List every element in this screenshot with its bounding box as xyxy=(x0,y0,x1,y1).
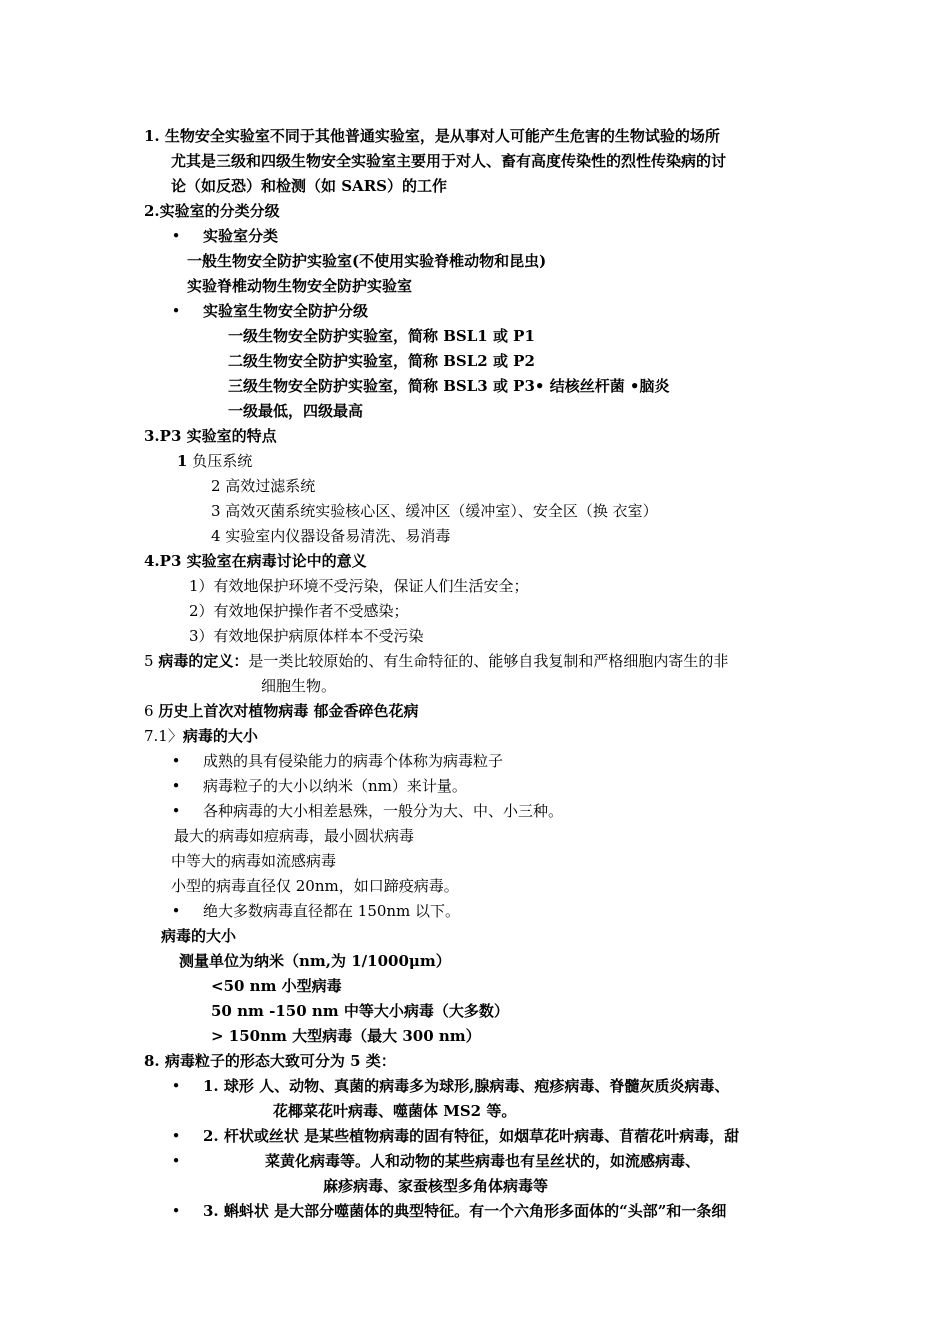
virus-size-subheading: 病毒的大小 xyxy=(161,927,237,945)
shape-rod: 2. 杆状或丝状 是某些植物病毒的固有特征，如烟草花叶病毒、苜蓿花叶病毒，甜 xyxy=(203,1127,740,1145)
bullet-icon: • xyxy=(171,802,181,820)
lab-grading-item: 实验室生物安全防护分级 xyxy=(203,302,369,320)
virus-size-point-1: 成熟的具有侵染能力的病毒个体称为病毒粒子 xyxy=(203,752,504,770)
section-4-heading: 4.P3 实验室在病毒讨论中的意义 xyxy=(144,552,367,570)
virus-size-small: 小型的病毒直径仅 20nm，如口蹄疫病毒。 xyxy=(171,877,459,895)
section-1-line-1: 1. 生物安全实验室不同于其他普通实验室，是从事对人可能产生危害的生物试验的场所 xyxy=(144,127,720,145)
section-6-heading: 6 历史上首次对植物病毒 郁金香碎色花病 xyxy=(144,702,419,720)
virus-size-point-3: 各种病毒的大小相差悬殊，一般分为大、中、小三种。 xyxy=(203,802,564,820)
bullet-icon: • xyxy=(171,1152,181,1170)
section-7-heading: 7.1〉病毒的大小 xyxy=(144,727,258,745)
bullet-icon: • xyxy=(171,1077,181,1095)
measure-unit-line: 测量单位为纳米（nm,为 1/1000μm） xyxy=(179,952,451,970)
size-small-line: <50 nm 小型病毒 xyxy=(211,977,342,995)
virus-size-medium: 中等大的病毒如流感病毒 xyxy=(171,852,337,870)
section-5-definition-cont: 细胞生物。 xyxy=(261,677,337,695)
bsl2-line: 二级生物安全防护实验室，简称 BSL2 或 P2 xyxy=(228,352,535,370)
bullet-icon: • xyxy=(171,752,181,770)
section-3-heading: 3.P3 实验室的特点 xyxy=(144,427,277,445)
bsl3-line: 三级生物安全防护实验室，简称 BSL3 或 P3• 结核丝杆菌 •脑炎 xyxy=(228,377,670,395)
size-large-line: > 150nm 大型病毒（最大 300 nm） xyxy=(211,1027,481,1045)
p3-feature-4: 4 实验室内仪器设备易清洗、易消毒 xyxy=(211,527,451,545)
significance-1: 1）有效地保护环境不受污染，保证人们生活安全； xyxy=(189,577,529,595)
shape-rod-cont-1: 菜黄化病毒等。人和动物的某些病毒也有呈丝状的，如流感病毒、 xyxy=(265,1152,701,1170)
bullet-icon: • xyxy=(171,302,181,320)
significance-2: 2）有效地保护操作者不受感染； xyxy=(189,602,409,620)
bullet-icon: • xyxy=(171,227,181,245)
lab-classification-item: 实验室分类 xyxy=(203,227,279,245)
section-5-definition: 5 病毒的定义：是一类比较原始的、有生命特征的、能够自我复制和严格细胞内寄生的非 xyxy=(144,652,729,670)
shape-spherical-cont: 花椰菜花叶病毒、噬菌体 MS2 等。 xyxy=(273,1102,517,1120)
grading-summary: 一级最低，四级最高 xyxy=(228,402,364,420)
virus-size-large: 最大的病毒如痘病毒，最小圆状病毒 xyxy=(174,827,415,845)
size-medium-line: 50 nm -150 nm 中等大小病毒（大多数） xyxy=(211,1002,509,1020)
bullet-icon: • xyxy=(171,1202,181,1220)
shape-rod-cont-2: 麻疹病毒、家蚕核型多角体病毒等 xyxy=(323,1177,549,1195)
lab-class-vertebrate: 实验脊椎动物生物安全防护实验室 xyxy=(187,277,413,295)
section-8-heading: 8. 病毒粒子的形态大致可分为 5 类： xyxy=(144,1052,396,1070)
section-2-heading: 2.实验室的分类分级 xyxy=(144,202,280,220)
bullet-icon: • xyxy=(171,1127,181,1145)
p3-feature-1: 1 负压系统 xyxy=(177,452,253,470)
bullet-icon: • xyxy=(171,777,181,795)
p3-feature-3: 3 高效灭菌系统实验核心区、缓冲区（缓冲室）、安全区（换 衣室） xyxy=(211,502,658,520)
section-1-line-2: 尤其是三级和四级生物安全实验室主要用于对人、畜有高度传染性的烈性传染病的讨 xyxy=(171,152,727,170)
shape-spherical: 1. 球形 人、动物、真菌的病毒多为球形,腺病毒、疱疹病毒、脊髓灰质炎病毒、 xyxy=(203,1077,730,1095)
bullet-icon: • xyxy=(171,902,181,920)
virus-size-point-4: 绝大多数病毒直径都在 150nm 以下。 xyxy=(203,902,461,920)
bsl1-line: 一级生物安全防护实验室，简称 BSL1 或 P1 xyxy=(228,327,535,345)
shape-tadpole: 3. 蝌蚪状 是大部分噬菌体的典型特征。有一个六角形多面体的“头部”和一条细 xyxy=(203,1202,727,1220)
p3-feature-2: 2 高效过滤系统 xyxy=(211,477,316,495)
section-1-line-3: 论（如反恐）和检测（如 SARS）的工作 xyxy=(171,177,447,195)
significance-3: 3）有效地保护病原体样本不受污染 xyxy=(189,627,424,645)
lab-class-general: 一般生物安全防护实验室(不使用实验脊椎动物和昆虫) xyxy=(187,252,547,270)
virus-size-point-2: 病毒粒子的大小以纳米（nm）来计量。 xyxy=(203,777,467,795)
